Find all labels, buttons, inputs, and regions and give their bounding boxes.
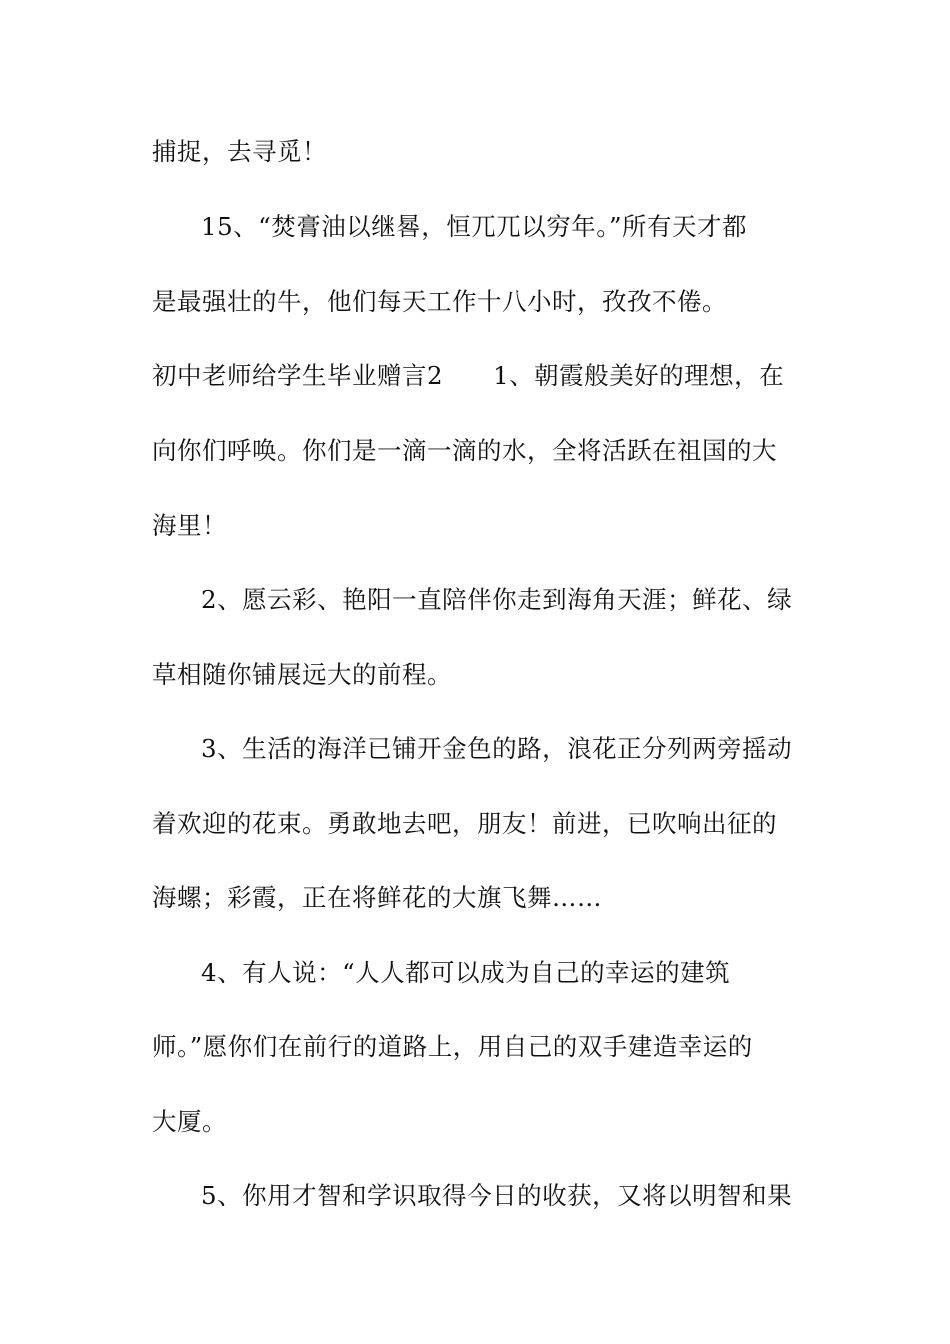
text-line: 5、你用才智和学识取得今日的收获，又将以明智和果: [201, 1181, 793, 1210]
text-line: 3、生活的海洋已铺开金色的路，浪花正分列两旁摇动: [201, 734, 793, 763]
text-line: 师。”愿你们在前行的道路上，用自己的双手建造幸运的: [152, 1032, 753, 1061]
text-line: 草相随你铺展远大的前程。: [152, 660, 452, 689]
text-line: 捕捉，去寻觅！: [152, 137, 327, 166]
text-line: 大厦。: [152, 1107, 227, 1136]
text-line: 海里！: [152, 511, 227, 540]
text-line: 2、愿云彩、艳阳一直陪伴你走到海角天涯；鲜花、绿: [201, 585, 793, 614]
text-line: 15、“焚膏油以继晷，恒兀兀以穷年。”所有天才都: [201, 212, 747, 241]
text-line: 是最强壮的牛，他们每天工作十八小时，孜孜不倦。: [152, 287, 727, 316]
text-line: 着欢迎的花束。勇敢地去吧，朋友！前进，已吹响出征的: [152, 809, 777, 838]
section-heading-line: 初中老师给学生毕业赠言2 1、朝霞般美好的理想，在: [152, 361, 785, 390]
text-line: 向你们呼唤。你们是一滴一滴的水，全将活跃在祖国的大: [152, 436, 777, 465]
text-line: 4、有人说：“人人都可以成为自己的幸运的建筑: [201, 958, 731, 987]
text-line: 海螺；彩霞，正在将鲜花的大旗飞舞……: [152, 883, 602, 912]
